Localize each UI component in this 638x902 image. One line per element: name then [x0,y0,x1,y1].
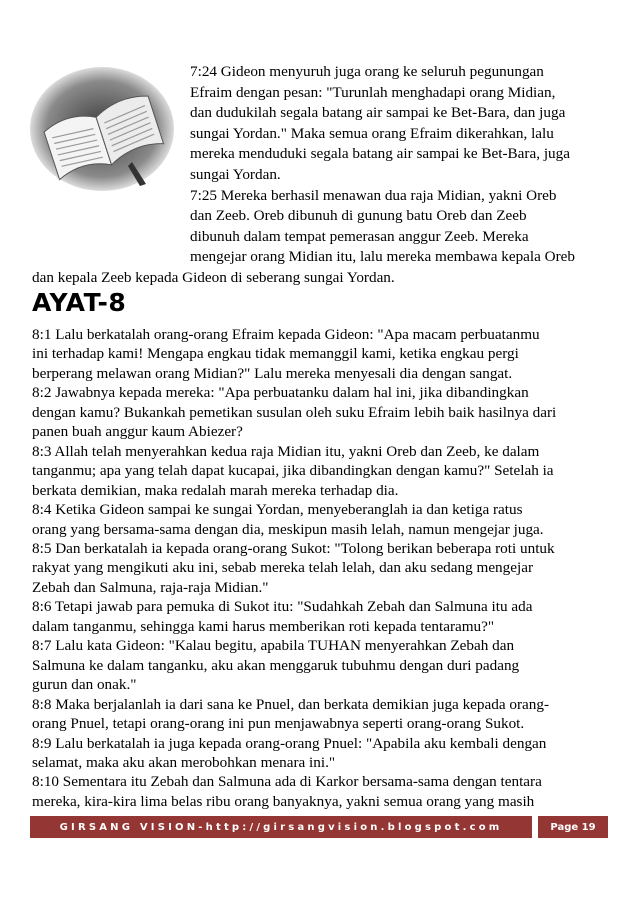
verse-line: dengan kamu? Bukankah pemetikan susulan oleh suku Efraim lebih baik hasilnya dari [32,403,557,421]
intro-passage [32,62,612,289]
verse-line: tanganmu; apa yang telah dapat kucapai, jika dibandingkan dengan kamu?" Setelah ia [32,462,554,480]
section-heading: AYAT-8 [32,288,127,317]
verse-line: 8:8 Maka berjalanlah ia dari sana ke Pnuel, dan berkata demikian juga kepada orang- [32,695,550,713]
verse-line: sungai Yordan." Maka semua orang Efraim dikerahkan, lalu [190,124,554,142]
verse-line: dalam tanganmu, sehingga kami harus memberikan roti kepada tentaramu?" [32,617,495,635]
verse-line: 7:24 Gideon menyuruh juga orang ke seluruh pegunungan [190,63,544,80]
verse-line: 7:25 Mereka berhasil menawan dua raja Midian, yakni Oreb [190,186,557,204]
chapter-8-passage [32,325,614,811]
verse-line: dan dudukilah segala batang air sampai ke Bet-Bara, dan juga [190,104,566,122]
verse-line: orang yang bersama-sama dengan dia, meskipun masih lelah, namun mengejar juga. [32,520,544,538]
verse-line: 8:9 Lalu berkatalah ia juga kepada orang-orang Pnuel: "Apabila aku kembali dengan [32,734,547,752]
verse-line: mereka menduduki segala batang air sampai ke Bet-Bara, juga [190,145,570,163]
verse-line: Salmuna ke dalam tanganku, aku akan menggaruk tubuhmu dengan duri padang [32,656,520,674]
verse-line: 8:7 Lalu kata Gideon: "Kalau begitu, apabila TUHAN menyerahkan Zebah dan [32,637,515,655]
verse-line: berkata demikian, maka redalah marah mereka terhadap dia. [32,481,399,499]
verse-line: orang Pnuel, tetapi orang-orang ini pun menjawabnya seperti orang-orang Sukot. [32,715,525,733]
footer-site-text: GIRSANG VISION-http://girsangvision.blogspot.com [30,816,532,838]
verse-line: dan Zeeb. Oreb dibunuh di gunung batu Oreb dan Zeeb [190,207,527,225]
verse-line: 8:4 Ketika Gideon sampai ke sungai Yordan, menyeberanglah ia dan ketiga ratus [32,501,523,519]
verse-line: selamat, maka aku akan merobohkan menara ini." [32,753,336,771]
verse-line: berperang melawan orang Midian?" Lalu mereka menyesali dia dengan sangat. [32,364,513,382]
verse-line: 8:10 Sementara itu Zebah dan Salmuna ada di Karkor bersama-sama dengan tentara [32,773,542,791]
verse-line: 8:2 Jawabnya kepada mereka: "Apa perbuatanku dalam hal ini, jika dibandingkan [32,384,529,402]
verse-line: 8:3 Allah telah menyerahkan kedua raja Midian itu, yakni Oreb dan Zeeb, ke dalam [32,442,540,460]
verse-line: 8:6 Tetapi jawab para pemuka di Sukot itu: "Sudahkah Zebah dan Salmuna itu ada [32,598,533,616]
verse-line: mengejar orang Midian itu, lalu mereka membawa kepala Oreb [190,248,576,266]
verse-line: panen buah anggur kaum Abiezer? [32,423,243,441]
verse-line: dibunuh dalam tempat pemerasan anggur Zeeb. Mereka [190,227,529,245]
page-footer [30,816,608,838]
verse-line: rakyat yang mengikuti aku ini, sebab mereka telah lelah, dan aku sedang mengejar [32,559,534,577]
verse-line: sungai Yordan. [190,165,281,183]
verse-line: gurun dan onak." [32,676,137,694]
verse-line: mereka, kira-kira lima belas ribu orang banyaknya, yakni semua orang yang masih [32,792,535,810]
verse-line: Zebah dan Salmuna, raja-raja Midian." [32,578,269,596]
verse-line: 8:5 Dan berkatalah ia kepada orang-orang Sukot: "Tolong berikan beberapa roti untuk [32,539,555,557]
verse-line: ini terhadap kami! Mengapa engkau tidak memanggil kami, ketika engkau pergi [32,345,519,363]
verse-line: dan kepala Zeeb kepada Gideon di seberang sungai Yordan. [32,268,395,286]
page-number: Page 19 [538,816,608,838]
verse-line: 8:1 Lalu berkatalah orang-orang Efraim kepada Gideon: "Apa macam perbuatanmu [32,326,540,343]
verse-line: Efraim dengan pesan: "Turunlah menghadapi orang Midian, [190,83,556,101]
